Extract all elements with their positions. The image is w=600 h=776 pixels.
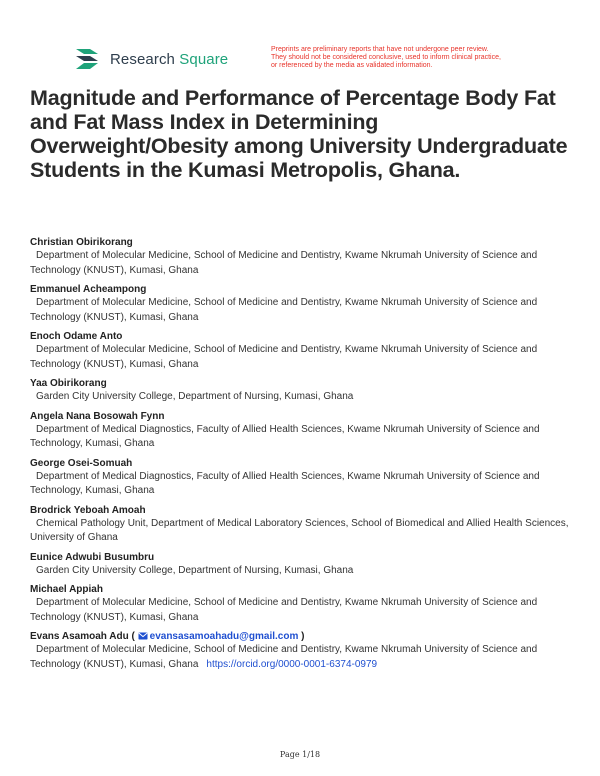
research-square-logo[interactable] xyxy=(74,48,228,70)
corresponding-author-name: Evans Asamoah Adu xyxy=(30,631,129,642)
disclaimer-line: They should not be considered conclusive, used to inform clinical practice, xyxy=(271,54,501,61)
preprint-disclaimer xyxy=(271,46,571,70)
author-email: evansasamoahadu@gmail.com xyxy=(149,631,299,642)
logo-text xyxy=(110,51,228,68)
author-entry xyxy=(30,458,575,499)
author-entry xyxy=(30,284,575,325)
paper-title: Magnitude and Performance of Percentage Body Fat and Fat Mass Index in Determining Overweight/Obesity among University Undergraduate Students in the Kumasi Metropolis, Ghana. xyxy=(30,86,568,182)
corresponding-author-entry xyxy=(30,631,575,672)
logo-word-square: Square xyxy=(179,50,229,68)
author-affiliation: Department of Molecular Medicine, School of Medicine and Dentistry, Kwame Nkrumah University of Science and Technology (KNUST), Kumasi, Ghana xyxy=(30,344,538,370)
affiliation-text: Department of Molecular Medicine, School of Medicine and Dentistry, Kwame Nkrumah University of Science and Technology (KNUST), Kumasi, Ghana xyxy=(30,644,538,670)
author-entry xyxy=(30,411,575,452)
author-name: Emmanuel Acheampong xyxy=(30,284,147,295)
author-name: Eunice Adwubi Busumbru xyxy=(30,551,155,563)
author-entry xyxy=(30,378,575,405)
author-entry xyxy=(30,505,575,546)
author-list xyxy=(30,237,575,678)
author-email-link[interactable] xyxy=(138,631,299,642)
author-name: Michael Appiah xyxy=(30,584,103,595)
orcid-link[interactable]: https://orcid.org/0000-0001-6374-0979 xyxy=(206,658,378,670)
disclaimer-line: Preprints are preliminary reports that have not undergone peer review. xyxy=(271,46,489,53)
author-name: George Osei-Somuah xyxy=(30,457,133,469)
author-affiliation xyxy=(30,643,575,672)
page-header xyxy=(74,46,560,76)
research-square-logo-icon xyxy=(74,48,102,70)
author-name: Brodrick Yeboah Amoah xyxy=(30,504,146,516)
author-affiliation: Department of Medical Diagnostics, Faculty of Allied Health Sciences, Kwame Nkrumah University of Science and Technology, Kumasi, Ghana xyxy=(30,470,540,496)
author-affiliation: Garden City University College, Department of Nursing, Kumasi, Ghana xyxy=(36,391,354,402)
author-affiliation: Department of Molecular Medicine, School of Medicine and Dentistry, Kwame Nkrumah University of Science and Technology (KNUST), Kumasi, Ghana xyxy=(30,250,538,276)
author-name: Angela Nana Bosowah Fynn xyxy=(30,410,165,422)
author-affiliation: Department of Molecular Medicine, School of Medicine and Dentistry, Kwame Nkrumah University of Science and Technology (KNUST), Kumasi, Ghana xyxy=(30,597,538,623)
author-name xyxy=(30,631,575,643)
author-affiliation: Department of Medical Diagnostics, Faculty of Allied Health Sciences, Kwame Nkrumah University of Science and Technology, Kumasi, Ghana xyxy=(30,423,540,449)
envelope-icon xyxy=(138,632,148,640)
page-number: Page 1/18 xyxy=(279,750,321,759)
paren-open: ( xyxy=(131,631,135,642)
paren-close: ) xyxy=(301,631,305,642)
author-name: Christian Obirikorang xyxy=(30,237,133,248)
author-affiliation: Department of Molecular Medicine, School of Medicine and Dentistry, Kwame Nkrumah University of Science and Technology (KNUST), Kumasi, Ghana xyxy=(30,297,538,323)
author-affiliation: Garden City University College, Department of Nursing, Kumasi, Ghana xyxy=(36,564,354,576)
author-name: Enoch Odame Anto xyxy=(30,331,123,342)
logo-word-research: Research xyxy=(110,50,175,68)
author-entry xyxy=(30,584,575,625)
author-affiliation: Chemical Pathology Unit, Department of Medical Laboratory Sciences, School of Biomedical and Allied Health Sciences, University of Ghana xyxy=(30,517,569,543)
disclaimer-line: or referenced by the media as validated information. xyxy=(271,62,433,69)
author-entry xyxy=(30,237,575,278)
author-entry xyxy=(30,331,575,372)
author-entry xyxy=(30,552,575,579)
author-name: Yaa Obirikorang xyxy=(30,378,107,389)
